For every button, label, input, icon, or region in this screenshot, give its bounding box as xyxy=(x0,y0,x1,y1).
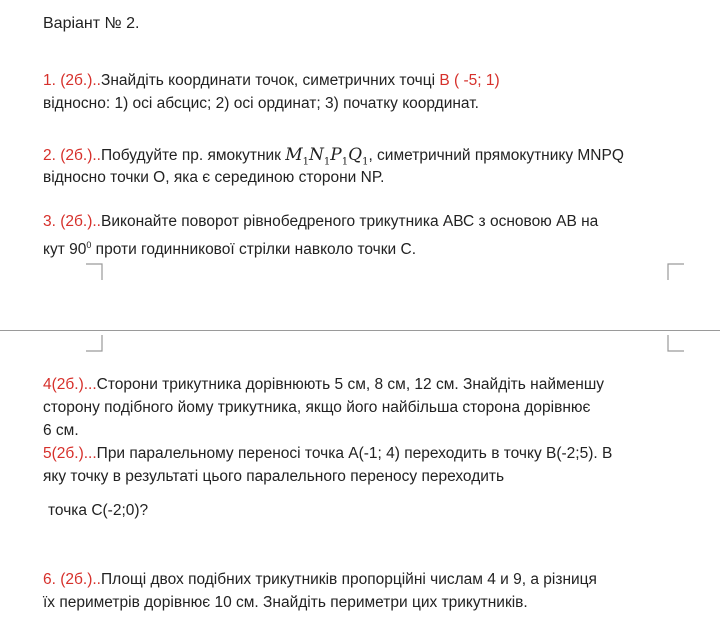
page-title: Варіант № 2. xyxy=(43,15,140,32)
task-4-text: Сторони трикутника дорівнюють 5 см, 8 см, 12 см. Знайдіть найменшу xyxy=(96,376,605,393)
task-2-formula: $M_1N_1P_1Q_1$ xyxy=(285,145,369,168)
task-6-line-1 xyxy=(43,569,597,591)
task-3-line-2: кут $90^0$ проти годинникової стрілки навколо точки С. xyxy=(43,240,417,259)
task-1-line-2: відносно: 1) осі абсцис; 2) осі ординат; 3) початку координат. xyxy=(43,95,479,112)
corner-mark-top-left xyxy=(86,263,104,281)
degree-mark: 0 xyxy=(86,240,92,250)
task-3-text: Виконайте поворот рівнобедреного трикутника АВС з основою АВ на xyxy=(101,213,599,230)
task-5-line-1 xyxy=(43,443,612,465)
task-6-number: 6. xyxy=(43,571,56,588)
task-2-number: 2. xyxy=(43,147,56,164)
task-5-line-2: яку точку в результаті цього паралельного переносу переходить xyxy=(43,468,505,485)
task-2-text: Побудуйте пр. ямокутник xyxy=(101,147,286,164)
task-3-line-1 xyxy=(43,211,598,233)
corner-mark-top-right xyxy=(667,263,685,281)
page-divider xyxy=(0,330,720,331)
task-4-points: (2б.)... xyxy=(51,376,97,393)
task-6-line-2: їх периметрів дорівнює 10 см. Знайдіть периметри цих трикутників. xyxy=(43,594,528,611)
task-5-line-3: точка С(-2;0)? xyxy=(48,502,149,519)
task-5-text: При паралельному переносі точка А(-1; 4) переходить в точку В(-2;5). В xyxy=(96,445,613,462)
task-4-line-3: 6 см. xyxy=(43,422,79,439)
task-4-line-1 xyxy=(43,374,604,396)
task-1-text: Знайдіть координати точок, симетричних точці xyxy=(101,72,440,89)
corner-mark-bottom-right xyxy=(667,335,685,353)
corner-mark-bottom-left xyxy=(86,335,104,353)
task-6-text: Площі двох подібних трикутників пропорційні числам 4 и 9, а різниця xyxy=(101,571,597,588)
task-2-text-cont: , симетричний прямокутнику MNPQ xyxy=(368,147,624,164)
task-1-number: 1. xyxy=(43,72,56,89)
task-3-points: (2б.).. xyxy=(60,213,101,230)
task-5-number: 5 xyxy=(43,445,52,462)
task-2-line-2: відносно точки О, яка є серединою сторони NP. xyxy=(43,169,385,186)
task-1-point: В ( -5; 1) xyxy=(439,72,500,89)
task-2-points: (2б.).. xyxy=(60,147,101,164)
task-5-points: (2б.)... xyxy=(51,445,97,462)
task-4-line-2: сторону подібного йому трикутника, якщо його найбільша сторона дорівнює xyxy=(43,399,591,416)
task-4-number: 4 xyxy=(43,376,52,393)
task-3-number: 3. xyxy=(43,213,56,230)
task-1-points: (2б.).. xyxy=(60,72,101,89)
task-1-line-1 xyxy=(43,70,500,92)
task-6-points: (2б.).. xyxy=(60,571,101,588)
